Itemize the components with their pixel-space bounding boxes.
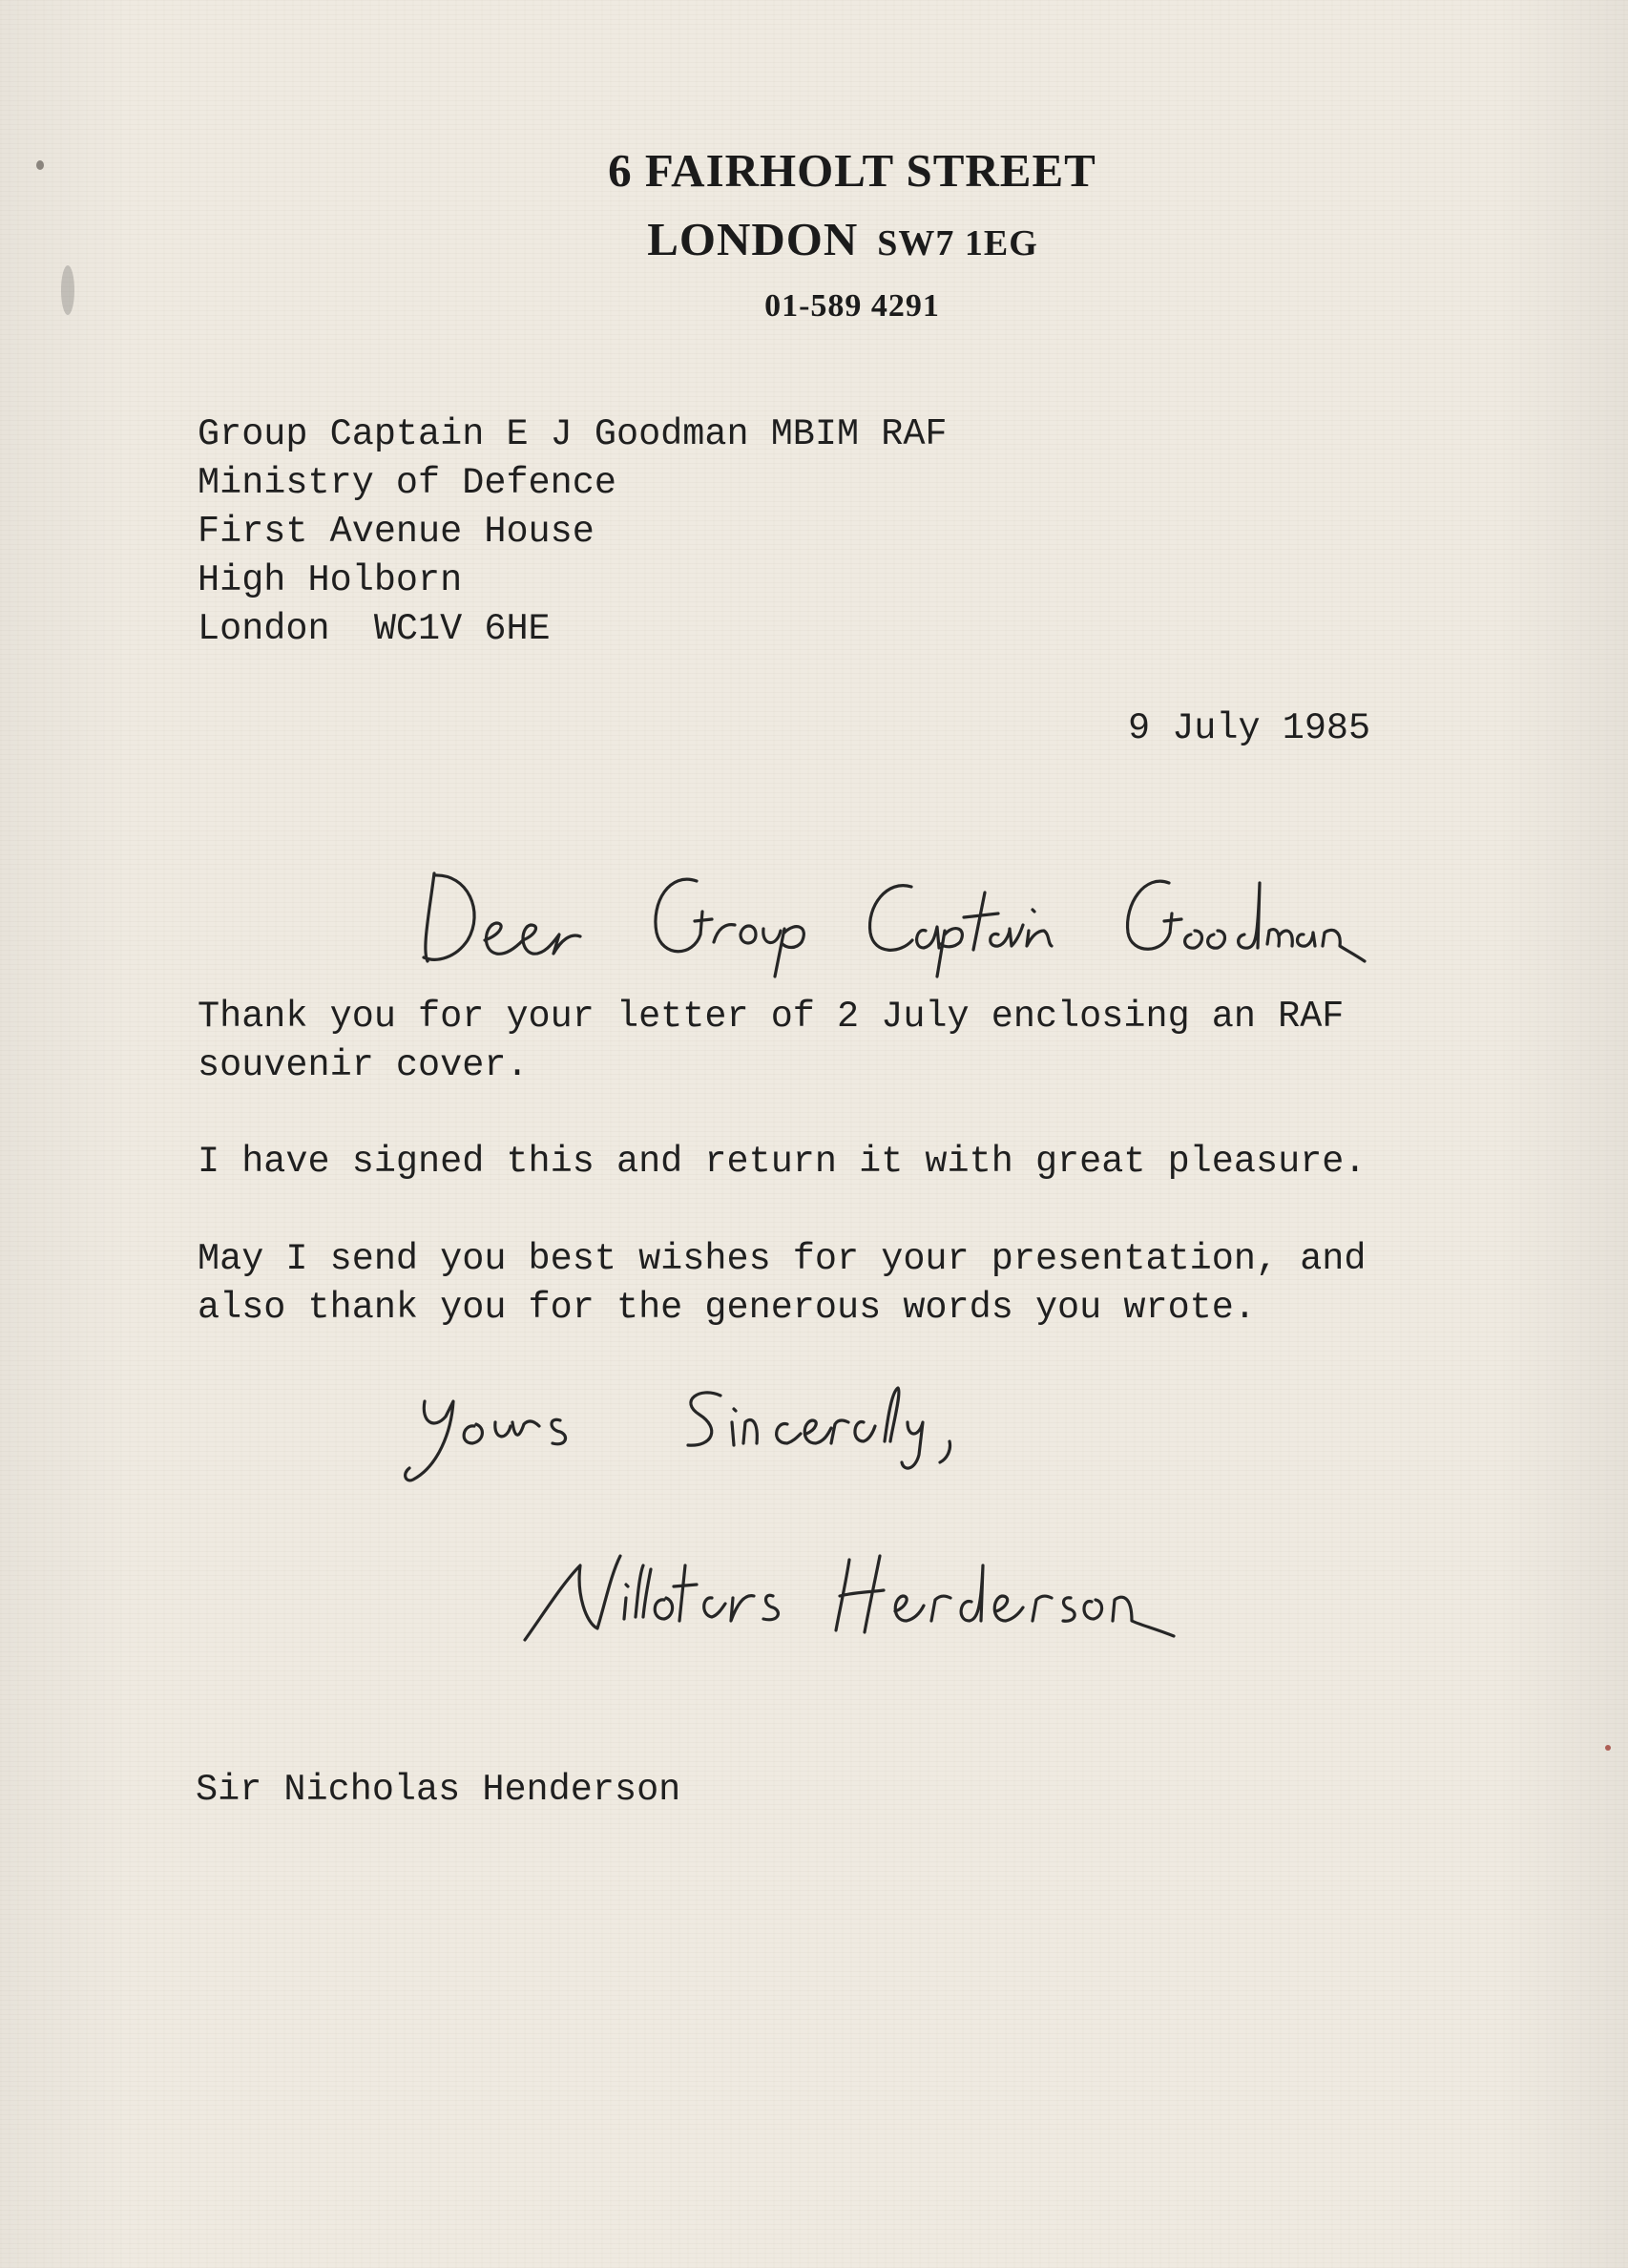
letterhead-city: LONDON — [647, 213, 859, 265]
paper-mark — [1605, 1745, 1611, 1751]
body-line: May I send you best wishes for your presentation, and — [198, 1238, 1367, 1280]
recipient-line: Group Captain E J Goodman MBIM RAF — [198, 413, 948, 455]
paper-mark — [61, 265, 74, 315]
recipient-line: First Avenue House — [198, 511, 595, 553]
letter-date: 9 July 1985 — [1128, 707, 1371, 749]
recipient-line: Ministry of Defence — [198, 462, 616, 504]
body-line: I have signed this and return it with great pleasure. — [198, 1141, 1367, 1183]
letterhead-postcode: SW7 1EG — [877, 223, 1038, 263]
body-paragraph-3 — [198, 1235, 1367, 1333]
body-line: also thank you for the generous words you wrote. — [198, 1287, 1256, 1329]
body-paragraph-2 — [198, 1138, 1367, 1186]
letterhead-city-line — [29, 212, 1628, 266]
body-line: souvenir cover. — [198, 1044, 529, 1086]
paper-mark — [36, 160, 44, 170]
recipient-line: High Holborn — [198, 559, 463, 601]
handwritten-salutation — [410, 854, 1555, 998]
recipient-address — [198, 410, 948, 654]
handwritten-closing — [396, 1375, 1026, 1499]
body-line: Thank you for your letter of 2 July enclosing an RAF — [198, 996, 1345, 1038]
typed-signatory-name: Sir Nicholas Henderson — [196, 1769, 681, 1811]
letterhead-phone: 01-589 4291 — [764, 288, 940, 324]
signature — [506, 1537, 1250, 1661]
recipient-line: London WC1V 6HE — [198, 608, 551, 650]
body-paragraph-1 — [198, 993, 1344, 1090]
letterhead-street: 6 FAIRHOLT STREET — [608, 144, 1096, 197]
